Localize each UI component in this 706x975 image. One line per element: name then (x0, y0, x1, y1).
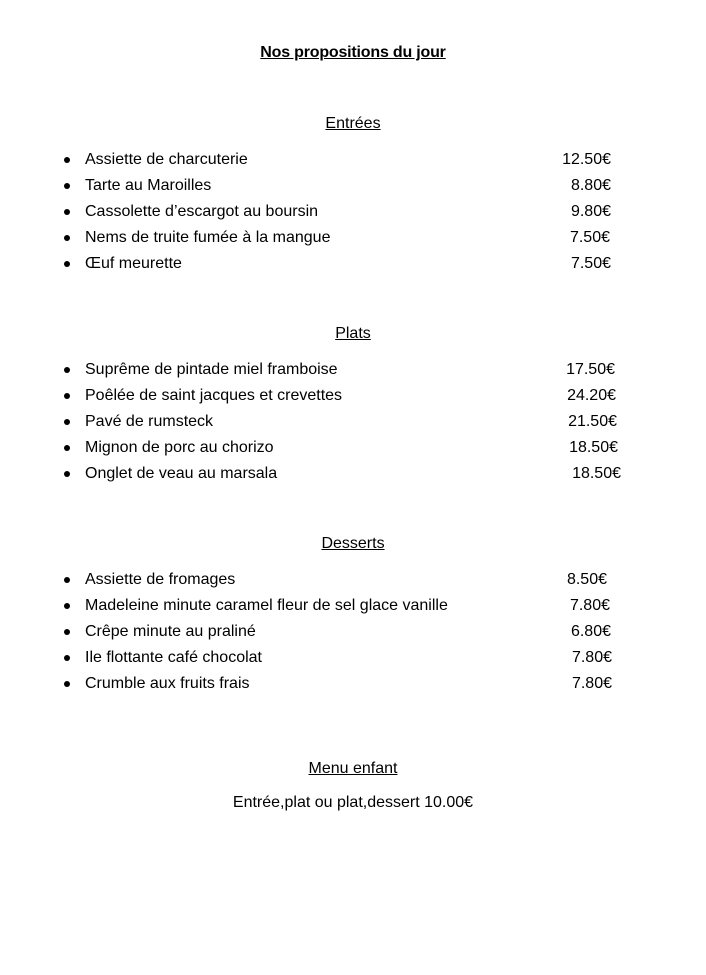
list-item (0, 150, 706, 176)
list-item (0, 570, 706, 596)
item-price: 7.80€ (571, 649, 612, 666)
item-name: Assiette de charcuterie (85, 151, 248, 168)
item-name: Mignon de porc au chorizo (85, 439, 274, 456)
plats-list (0, 360, 706, 490)
list-item (0, 202, 706, 228)
item-price: 6.80€ (570, 623, 611, 640)
item-price: 18.50€ (569, 439, 618, 456)
bullet-icon (64, 261, 70, 267)
bullet-icon (64, 235, 70, 241)
menu-enfant-description: Entrée,plat ou plat,dessert 10.00€ (232, 794, 474, 811)
list-item (0, 596, 706, 622)
item-price: 8.50€ (566, 571, 607, 588)
bullet-icon (64, 655, 70, 661)
item-price: 8.80€ (570, 177, 611, 194)
bullet-icon (64, 183, 70, 189)
item-price: 7.80€ (571, 675, 612, 692)
item-price: 24.20€ (567, 387, 616, 404)
list-item (0, 360, 706, 386)
item-price: 18.50€ (572, 465, 621, 482)
list-item (0, 228, 706, 254)
item-price: 7.50€ (569, 229, 610, 246)
bullet-icon (64, 419, 70, 425)
section-heading-menu-enfant: Menu enfant (308, 760, 398, 777)
desserts-list (0, 570, 706, 700)
item-name: Crêpe minute au praliné (85, 623, 256, 640)
item-name: Poêlée de saint jacques et crevettes (85, 387, 343, 404)
bullet-icon (64, 471, 70, 477)
item-name: Crumble aux fruits frais (85, 675, 250, 692)
list-item (0, 254, 706, 280)
item-name: Nems de truite fumée à la mangue (85, 229, 331, 246)
item-price: 17.50€ (566, 361, 615, 378)
list-item (0, 438, 706, 464)
bullet-icon (64, 209, 70, 215)
bullet-icon (64, 681, 70, 687)
list-item (0, 622, 706, 648)
section-heading-plats: Plats (335, 325, 371, 342)
bullet-icon (64, 367, 70, 373)
bullet-icon (64, 577, 70, 583)
item-name: Madeleine minute caramel fleur de sel glace vanille (85, 597, 448, 614)
item-name: Tarte au Maroilles (85, 177, 212, 194)
bullet-icon (64, 603, 70, 609)
list-item (0, 386, 706, 412)
bullet-icon (64, 445, 70, 451)
bullet-icon (64, 157, 70, 163)
list-item (0, 412, 706, 438)
list-item (0, 674, 706, 700)
item-price: 7.50€ (570, 255, 611, 272)
item-name: Suprême de pintade miel framboise (85, 361, 338, 378)
item-price: 21.50€ (568, 413, 617, 430)
item-name: Pavé de rumsteck (85, 413, 214, 430)
item-name: Onglet de veau au marsala (85, 465, 278, 482)
item-name: Ile flottante café chocolat (85, 649, 262, 666)
item-price: 7.80€ (569, 597, 610, 614)
section-heading-desserts: Desserts (321, 535, 385, 552)
item-name: Cassolette d’escargot au boursin (85, 203, 319, 220)
bullet-icon (64, 393, 70, 399)
page-title: Nos propositions du jour (260, 44, 446, 61)
list-item (0, 176, 706, 202)
list-item (0, 648, 706, 674)
entrees-list (0, 150, 706, 280)
item-name: Assiette de fromages (85, 571, 236, 588)
list-item (0, 464, 706, 490)
bullet-icon (64, 629, 70, 635)
item-price: 9.80€ (570, 203, 611, 220)
item-name: Œuf meurette (85, 255, 182, 272)
item-price: 12.50€ (562, 151, 611, 168)
section-heading-entrees: Entrées (325, 115, 381, 132)
